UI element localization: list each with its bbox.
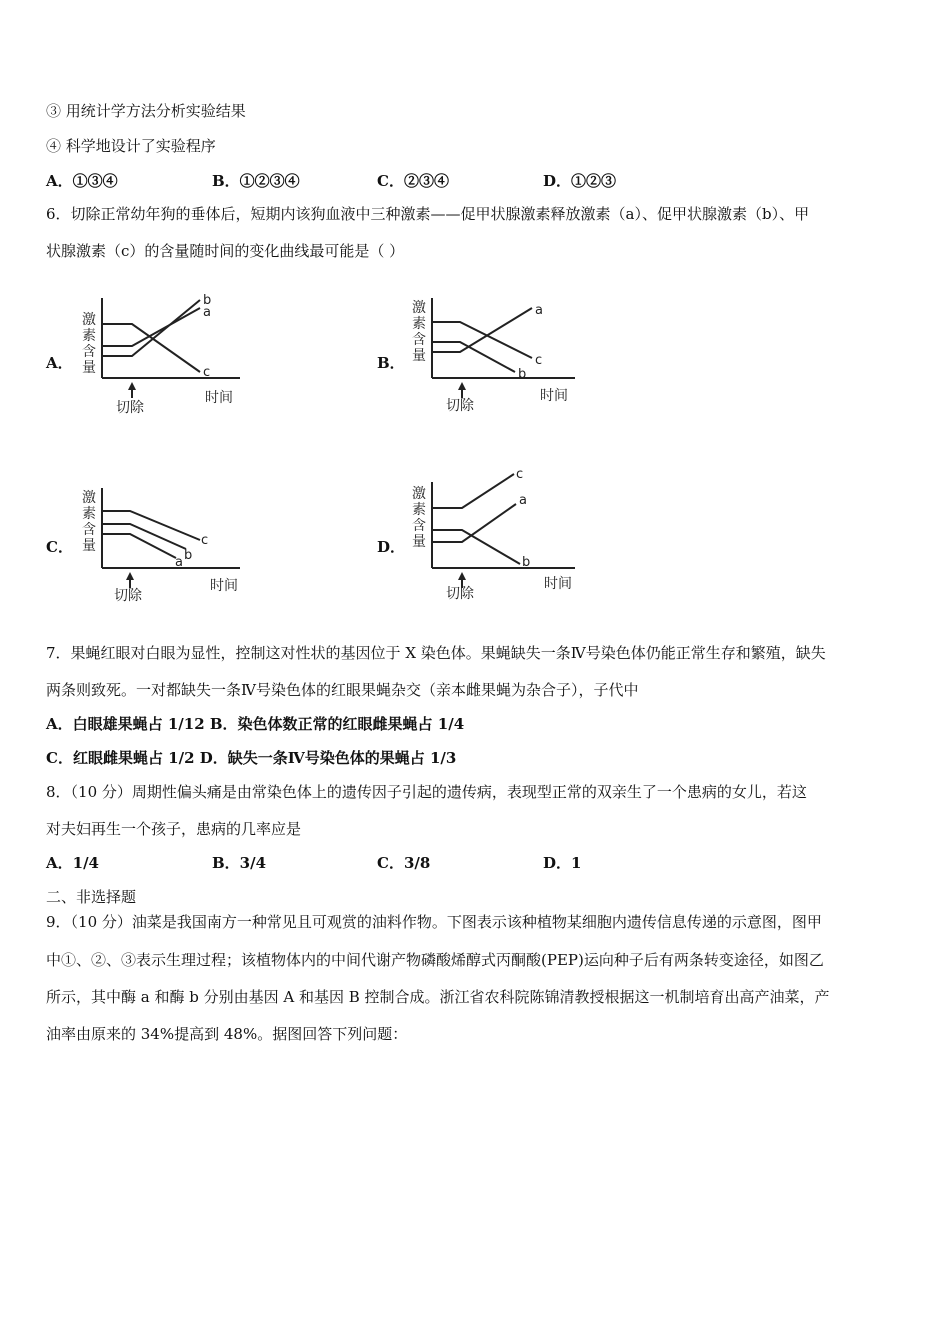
graph-c-curve-c <box>102 511 200 540</box>
q8-stem-line-2: 对夫妇再生一个孩子，患病的几率应是 <box>46 820 302 838</box>
graph-c-x-label: 时间 <box>210 578 238 594</box>
graph-b-curve-b <box>432 342 515 372</box>
q7-options-ab: A．白眼雄果蝇占 1/12 B．染色体数正常的红眼雌果蝇占 1/4 <box>46 715 465 733</box>
q7-options-cd: C．红眼雌果蝇占 1/2 D．缺失一条Ⅳ号染色体的果蝇占 1/3 <box>46 749 457 767</box>
q5-option-b: B．①②③④ <box>212 172 300 190</box>
q5-item-3: ③ 用统计学方法分析实验结果 <box>46 102 246 120</box>
graph-c-label-b: b <box>184 548 193 563</box>
graph-a-curve-c <box>102 324 200 372</box>
q8-option-d: D．1 <box>543 854 582 872</box>
q6-stem-line-2: 状腺激素（c）的含量随时间的变化曲线最可能是（ ） <box>46 242 405 260</box>
q5-item-4: ④ 科学地设计了实验程序 <box>46 137 216 155</box>
graph-a-label-a: a <box>203 305 211 320</box>
svg-text:素: 素 <box>412 316 426 332</box>
graph-b-label-c: c <box>535 353 543 368</box>
svg-text:激: 激 <box>82 312 96 328</box>
svg-text:量: 量 <box>82 538 96 554</box>
svg-text:量: 量 <box>412 348 426 364</box>
graph-d-label-b: b <box>522 555 531 570</box>
q5-option-c: C．②③④ <box>377 172 449 190</box>
svg-text:量: 量 <box>82 360 96 376</box>
graph-b-curve-a <box>432 308 532 352</box>
graph-c-curve-a <box>102 534 176 558</box>
graph-d-curve-c <box>432 474 514 508</box>
svg-text:激: 激 <box>412 486 426 502</box>
graph-d-label-c: c <box>516 467 524 482</box>
graph-a-label-b: b <box>203 293 212 308</box>
svg-text:含: 含 <box>412 332 426 348</box>
q9-stem-line-4: 油率由原来的 34%提高到 48%。据图回答下列问题： <box>46 1025 408 1043</box>
graph-d-x-label: 时间 <box>544 576 572 592</box>
q5-option-d: D．①②③ <box>543 172 617 190</box>
q8-option-c: C．3/8 <box>377 854 431 872</box>
q5-option-a: A．①③④ <box>46 172 118 190</box>
svg-text:激: 激 <box>82 490 96 506</box>
svg-text:素: 素 <box>412 502 426 518</box>
graph-b-label-a: a <box>535 303 543 318</box>
q7-stem-line-2: 两条则致死。一对都缺失一条Ⅳ号染色体的红眼果蝇杂交（亲本雌果蝇为杂合子），子代中 <box>46 681 639 699</box>
graph-a-x-label: 时间 <box>205 390 233 406</box>
graph-c <box>80 482 250 612</box>
graph-b-label-b: b <box>518 367 527 382</box>
graph-a-label-c: c <box>203 365 211 380</box>
q9-stem-line-1: 9．（10 分）油菜是我国南方一种常见且可观赏的油料作物。下图表示该种植物某细胞内遗传信息传递的示意图，图甲 <box>46 913 822 931</box>
svg-text:含: 含 <box>82 344 96 360</box>
graph-c-label-c: c <box>201 533 209 548</box>
graph-label-b: B． <box>377 354 405 372</box>
q9-stem-line-2: 中①、②、③表示生理过程；该植物体内的中间代谢产物磷酸烯醇式丙酮酸(PEP)运向种子后有两条转变途径，如图乙 <box>46 951 824 969</box>
q8-option-b: B．3/4 <box>212 854 267 872</box>
graph-a-cut-label: 切除 <box>116 400 144 416</box>
graph-label-a: A． <box>46 354 73 372</box>
graph-d <box>410 467 580 610</box>
graph-c-label-a: a <box>175 555 183 570</box>
q6-stem-line-1: 6．切除正常幼年狗的垂体后，短期内该狗血液中三种激素——促甲状腺激素释放激素（a）、促甲状腺激素（b）、甲 <box>46 205 810 223</box>
q8-stem-line-1: 8．（10 分）周期性偏头痛是由常染色体上的遗传因子引起的遗传病，表现型正常的双亲生了一个患病的女儿，若这 <box>46 783 807 801</box>
q9-stem-line-3: 所示，其中酶 a 和酶 b 分别由基因 A 和基因 B 控制合成。浙江省农科院陈锦清教授根据这一机制培育出高产油菜，产 <box>46 988 830 1006</box>
graph-d-cut-label: 切除 <box>446 586 474 602</box>
graph-a <box>80 290 250 420</box>
svg-text:量: 量 <box>412 534 426 550</box>
graph-a-curve-b <box>102 300 200 356</box>
graph-c-curve-b <box>102 524 186 549</box>
svg-text:激: 激 <box>412 300 426 316</box>
graph-label-d: D． <box>377 538 406 556</box>
q7-stem-line-1: 7．果蝇红眼对白眼为显性，控制这对性状的基因位于 X 染色体。果蝇缺失一条Ⅳ号染色体仍能正常生存和繁殖，缺失 <box>46 644 826 662</box>
q8-option-a: A．1/4 <box>46 854 99 872</box>
graph-d-label-a: a <box>519 493 527 508</box>
section-title: 二、非选择题 <box>46 888 137 906</box>
graph-label-c: C． <box>46 538 73 556</box>
svg-text:含: 含 <box>412 518 426 534</box>
graph-d-curve-b <box>432 530 520 564</box>
graph-b <box>410 290 580 420</box>
svg-text:素: 素 <box>82 506 96 522</box>
svg-text:素: 素 <box>82 328 96 344</box>
graph-b-x-label: 时间 <box>540 388 568 404</box>
graph-c-cut-label: 切除 <box>114 588 142 604</box>
svg-text:含: 含 <box>82 522 96 538</box>
graph-b-cut-label: 切除 <box>446 398 474 414</box>
